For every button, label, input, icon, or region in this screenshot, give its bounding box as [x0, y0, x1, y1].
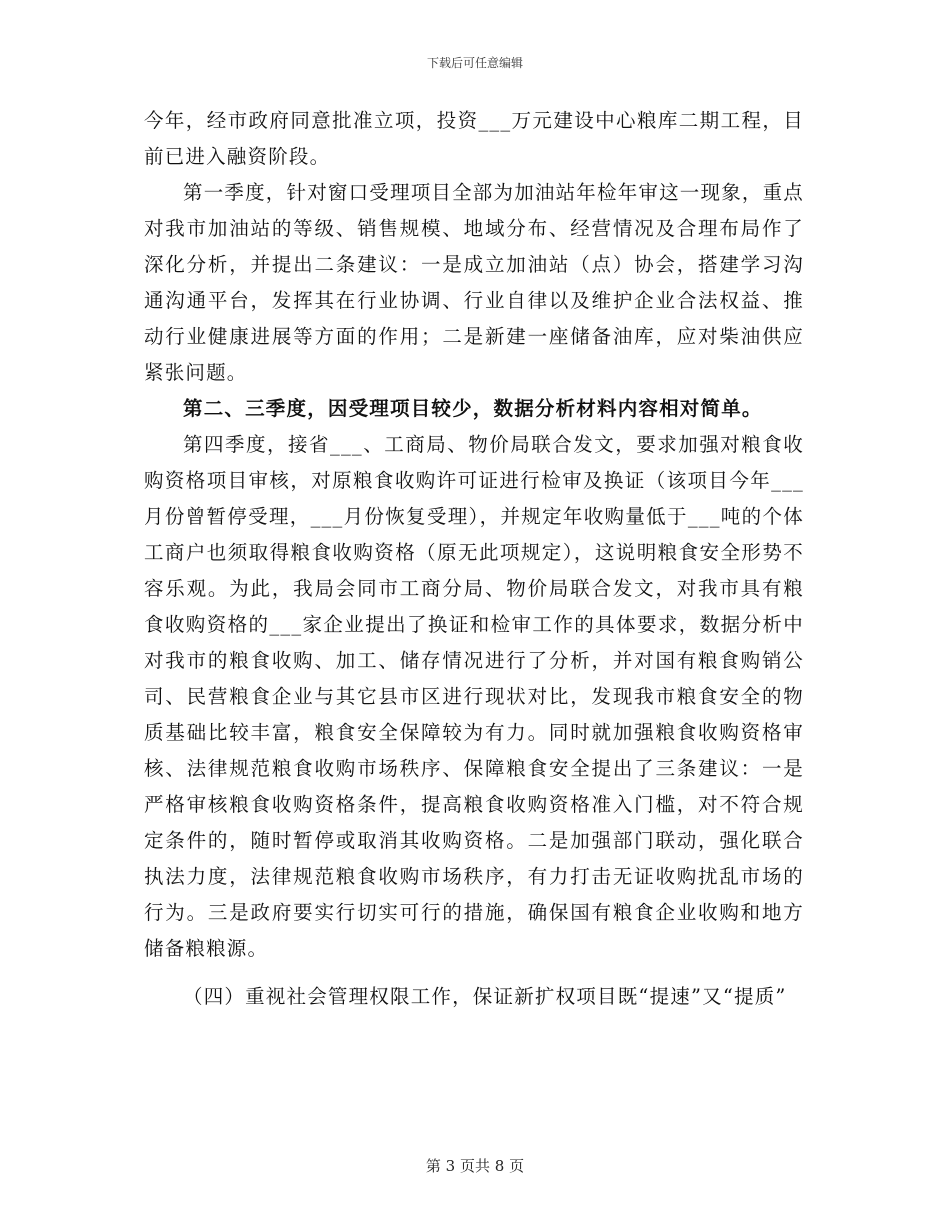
paragraph-q1: 第一季度，针对窗口受理项目全部为加油站年检年审这一现象，重点对我市加油站的等级、销售规模、地域分布、经营情况及合理布局作了深化分析，并提出二条建议：一是成立加油站（点）协会，搭建学习沟通沟通平台，发挥其在行业协调、行业自律以及维护企业合法权益、推动行业健康进展等方面的作用；二是新建一座储备油库，应对柴油供应紧张问题。 — [144, 181, 805, 384]
page-header: 下载后可任意编辑 — [426, 56, 523, 70]
document-body — [144, 103, 804, 1015]
page-footer-number: 第 3 页共 8 页 — [425, 1157, 525, 1175]
paragraph-continuation: 今年，经市政府同意批准立项，投资___万元建设中心粮库二期工程，目前已进入融资阶段。 — [144, 109, 804, 168]
paragraph-q2-q3-bold: 第二、三季度，因受理项目较少，数据分析材料内容相对简单。 — [183, 397, 763, 420]
section-heading-4: （四）重视社会管理权限工作，保证新扩权项目既“提速”又“提质” — [183, 985, 787, 1008]
paragraph-q4: 第四季度，接省___、工商局、物价局联合发文，要求加强对粮食收购资格项目审核，对原粮食收购许可证进行检审及换证（该项目今年___月份曾暂停受理，___月份恢复受理），并规定年收购量低于___吨的个体工商户也须取得粮食收购资格（原无此项规定），这说明粮食安全形势不容乐观。为此，我局会同市工商分局、物价局联合发文，对我市具有粮食收购资格的___家企业提出了换证和检审工作的具体要求，数据分析中对我市的粮食收购、加工、储存情况进行了分析，并对国有粮食购销公司、民营粮食企业与其它县市区进行现状对比，发现我市粮食安全的物质基础比较丰富，粮食安全保障较为有力。同时就加强粮食收购资格审核、法律规范粮食收购市场秩序、保障粮食安全提出了三条建议：一是严格审核粮食收购资格条件，提高粮食收购资格准入门槛，对不符合规定条件的，随时暂停或取消其收购资格。二是加强部门联动，强化联合执法力度，法律规范粮食收购市场秩序，有力打击无证收购扰乱市场的行为。三是政府要实行切实可行的措施，确保国有粮食企业收购和地方储备粮粮源。 — [144, 433, 804, 960]
